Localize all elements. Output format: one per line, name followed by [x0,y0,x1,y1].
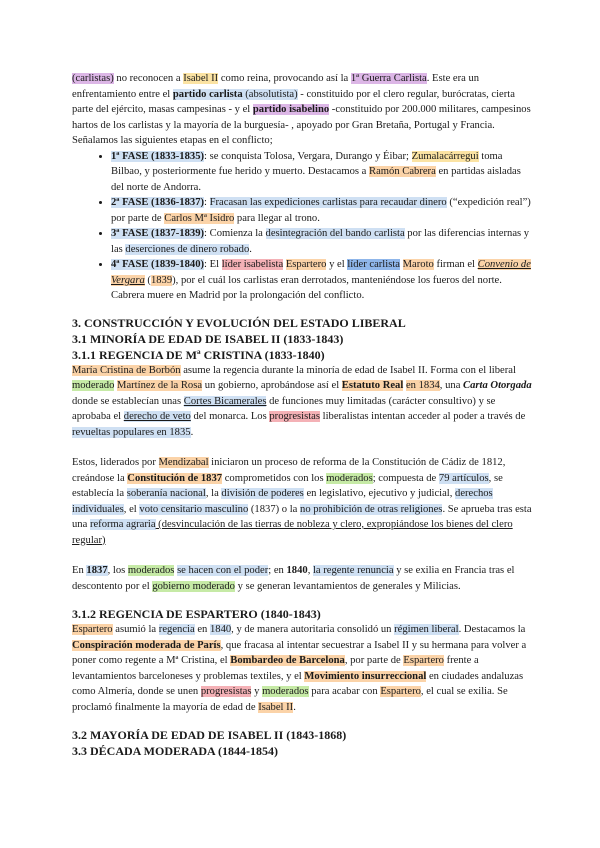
text-run: (desvinculación de las tierras de nobleza y clero, expropiándose los bienes del clero regular) [72,519,513,546]
text-run: , la [205,488,222,499]
section-heading: 3.3 DÉCADA MODERADA (1844-1854) [72,744,278,758]
text-run: no reconocen a [113,73,184,84]
highlighted-text: gobierno moderado [152,580,235,592]
text-run: , los [107,565,128,576]
highlighted-text: derechos individuales [72,488,493,515]
text-run: , y de manera autoritaria consolidó un [231,624,395,635]
highlighted-text: moderados [326,472,373,484]
text-run: 1840 [286,565,308,576]
text-run: liberalistas intentan acceder al poder a través de [319,411,526,422]
highlighted-text: partido isabelino [252,104,330,115]
highlighted-text: regencia [158,624,195,635]
text-run: ; compuesta de [372,472,439,484]
highlighted-text: Constitución de 1837 [127,472,223,484]
highlighted-text: se hacen con el poder [177,565,269,576]
highlighted-text: líder carlista [347,259,400,270]
text-run: . [249,243,252,255]
highlighted-text: deserciones de dinero robado [125,243,250,255]
list-item [111,226,532,257]
text-run: : [204,197,210,208]
text-run: y se generan levantamientos de generales y Milicias. [234,580,461,592]
highlighted-text: Martínez de la Rosa [117,380,203,391]
text-run: . [293,701,296,713]
highlighted-text: 4ª FASE (1839-1840) [111,259,205,270]
text-run: . Destacamos la [458,624,526,635]
section-heading: 3. CONSTRUCCIÓN Y EVOLUCIÓN DEL ESTADO LIBERAL [72,315,406,330]
section-heading: 3.1.1 REGENCIA DE Mª CRISTINA (1833-1840) [72,347,325,362]
highlighted-text: Isabel II [258,701,294,713]
text-run: , se establecía la [72,472,503,499]
text-run: y [251,686,263,697]
paragraph-spacer [72,548,532,563]
highlighted-text: Carlos Mª Isidro [164,212,235,224]
highlighted-text: Fracasan las expediciones carlistas para recaudar dinero [209,197,447,208]
highlighted-text: soberanía nacional [126,488,206,499]
highlighted-text: Zumalacárregui [411,150,479,162]
highlighted-text: partido carlista [172,88,243,100]
highlighted-text: 79 artículos [438,472,489,484]
paragraph [72,622,532,715]
highlighted-text: 3ª FASE (1837-1839) [111,228,205,239]
text-run: asumió la [112,624,159,635]
highlighted-text: Espartero [72,624,113,635]
text-run: , el cual se exilia. Se proclamó finalmente la mayoría de edad de [72,686,508,713]
text-run: iniciaron un proceso de reforma de la Constitución de Cádiz de 1812, creándose la [72,457,506,484]
text-run: (“expedición real”) por parte de [111,197,531,224]
text-run: en ciudades andaluzas como Almería, donde se unen [72,670,524,697]
highlighted-text: Maroto [402,259,434,270]
highlighted-text: 1837 [86,565,108,576]
paragraph-spacer [72,440,532,455]
document-content [72,71,532,759]
highlighted-text: 1840 [209,624,232,635]
text-run: en legislativo, ejecutivo y judicial, [303,488,456,499]
text-run: asume la regencia durante la minoría de edad de Isabel II. Forma con el liberal [180,364,516,376]
text-run: , [307,565,313,576]
highlighted-text: división de poderes [221,488,304,499]
text-run: , el [123,503,140,515]
highlighted-text: María Cristina de Borbón [72,364,181,376]
highlighted-text: Espartero [285,259,327,270]
text-run: firman el [433,259,478,270]
text-run: toma Bilbao, y posteriormente fue herido y muerto. Destacamos a [111,150,503,177]
highlighted-text: progresistas [269,411,320,422]
text-run: para llegar al trono. [234,212,320,224]
highlighted-text: 1839 [150,274,173,286]
highlighted-text: la regente renuncia [312,565,394,576]
highlighted-text: 1ª Guerra Carlista [350,73,427,84]
highlighted-text: 1ª FASE (1833-1835) [111,150,205,162]
highlighted-text: Espartero [403,655,444,666]
highlighted-text: Convenio de Vergara [111,259,531,286]
text-run: de funciones muy limitadas (carácter consultivo) y se aprobaba el [72,395,496,422]
list-item [111,149,532,196]
paragraph [72,563,532,594]
section-heading: 3.1 MINORÍA DE EDAD DE ISABEL II (1833-1843) [72,331,344,346]
list-item [111,257,532,304]
highlighted-text: (carlistas) [72,73,114,84]
text-run: . Se aprueba tras esta una [72,503,532,530]
text-run: para acabar con [308,686,381,697]
text-run: - constituido por el clero regular, burócratas, cierta parte del ejército, masas campesinas - y el [72,88,515,115]
text-run: . Este era un enfrentamiento entre el [72,73,480,100]
text-run: en partidas aisladas del norte de Andorra. [111,166,521,193]
paragraph [72,71,532,133]
highlighted-text: régimen liberal [394,624,459,635]
text-run: , que fracasa al intentar secuestrar a Isabel II y su hermana para volver a poner como regente a Mª Cristina, el [72,639,527,666]
highlighted-text: Isabel II [183,73,219,84]
phase-list [72,149,532,304]
text-run: (1837) o la [248,503,301,515]
text-run: , una [439,380,464,391]
highlighted-text: moderados [262,686,309,697]
highlighted-text: progresistas [200,686,252,697]
highlighted-text: Estatuto Real [341,380,404,391]
text-run: ; en [268,565,287,576]
highlighted-text: voto censitario masculino [139,503,249,515]
text-run: -constituido por 200.000 militares, campesinos hartos de los carlistas y la mayoría de la burguesía- , apoyado por Gran Bretaña, Portugal y Francia. [72,104,531,131]
text-run: como reina, provocando así la [218,73,351,84]
text-run: donde se establecían unas [72,395,184,407]
highlighted-text: desintegración del bando carlista [265,228,405,239]
paragraph [72,455,532,548]
highlighted-text: moderados [127,565,175,576]
highlighted-text: derecho de veto [123,411,191,422]
highlighted-text: Ramón Cabrera [369,166,436,177]
highlighted-text: moderado [72,380,115,391]
text-run: comprometidos con los [222,472,327,484]
highlighted-text: Conspiración moderada de París [72,639,221,651]
text-run: un gobierno, aprobándose así el [202,380,342,391]
highlighted-text: reforma agraria [89,519,156,530]
highlighted-text: Movimiento insurreccional [304,670,427,682]
text-run: : El [204,259,222,270]
highlighted-text: Mendizabal [158,457,209,468]
highlighted-text: en 1834 [405,380,440,391]
section-heading: 3.2 MAYORÍA DE EDAD DE ISABEL II (1843-1868) [72,728,347,742]
highlighted-text: (absolutista) [242,88,298,100]
text-run: ), por el cuál los carlistas eran derrotados, manteniéndose los fueros del norte. Cabrera muere en Madrid por la prolongación del conflicto. [111,274,502,301]
paragraph [72,133,532,149]
text-run: Carta Otorgada [463,380,532,391]
highlighted-text: Espartero [380,686,421,697]
text-run: y el [326,259,348,270]
highlighted-text: Cortes Bicamerales [183,395,267,407]
highlighted-text: líder isabelista [221,259,284,270]
text-run: : Comienza la [204,228,266,239]
text-run: frente a levantamientos barceloneses y problemas textiles, y el [72,655,479,682]
text-run: . [190,426,194,438]
text-run: por las diferencias internas y las [111,228,530,255]
text-run: , por parte de [344,655,404,666]
highlighted-text: Bombardeo de Barcelona [230,655,345,666]
text-run: : se conquista Tolosa, Vergara, Durango y Éibar; [204,150,412,162]
text-run: Señalamos las siguientes etapas en el conflicto; [72,135,273,146]
text-run: del monarca. Los [190,411,270,422]
highlighted-text: revueltas populares en 1835 [72,426,191,438]
paragraph [72,363,532,441]
text-run: y se exilia en Francia tras el descontento por el [72,565,515,592]
text-run: En [72,565,87,576]
highlighted-text: 2ª FASE (1836-1837) [111,197,205,208]
list-item [111,195,532,226]
text-run: en [194,624,210,635]
text-run: Estos, liderados por [72,457,159,468]
section-heading: 3.1.2 REGENCIA DE ESPARTERO (1840-1843) [72,607,321,621]
highlighted-text: no prohibición de otras religiones [300,503,443,515]
text-run: ( [144,274,151,286]
